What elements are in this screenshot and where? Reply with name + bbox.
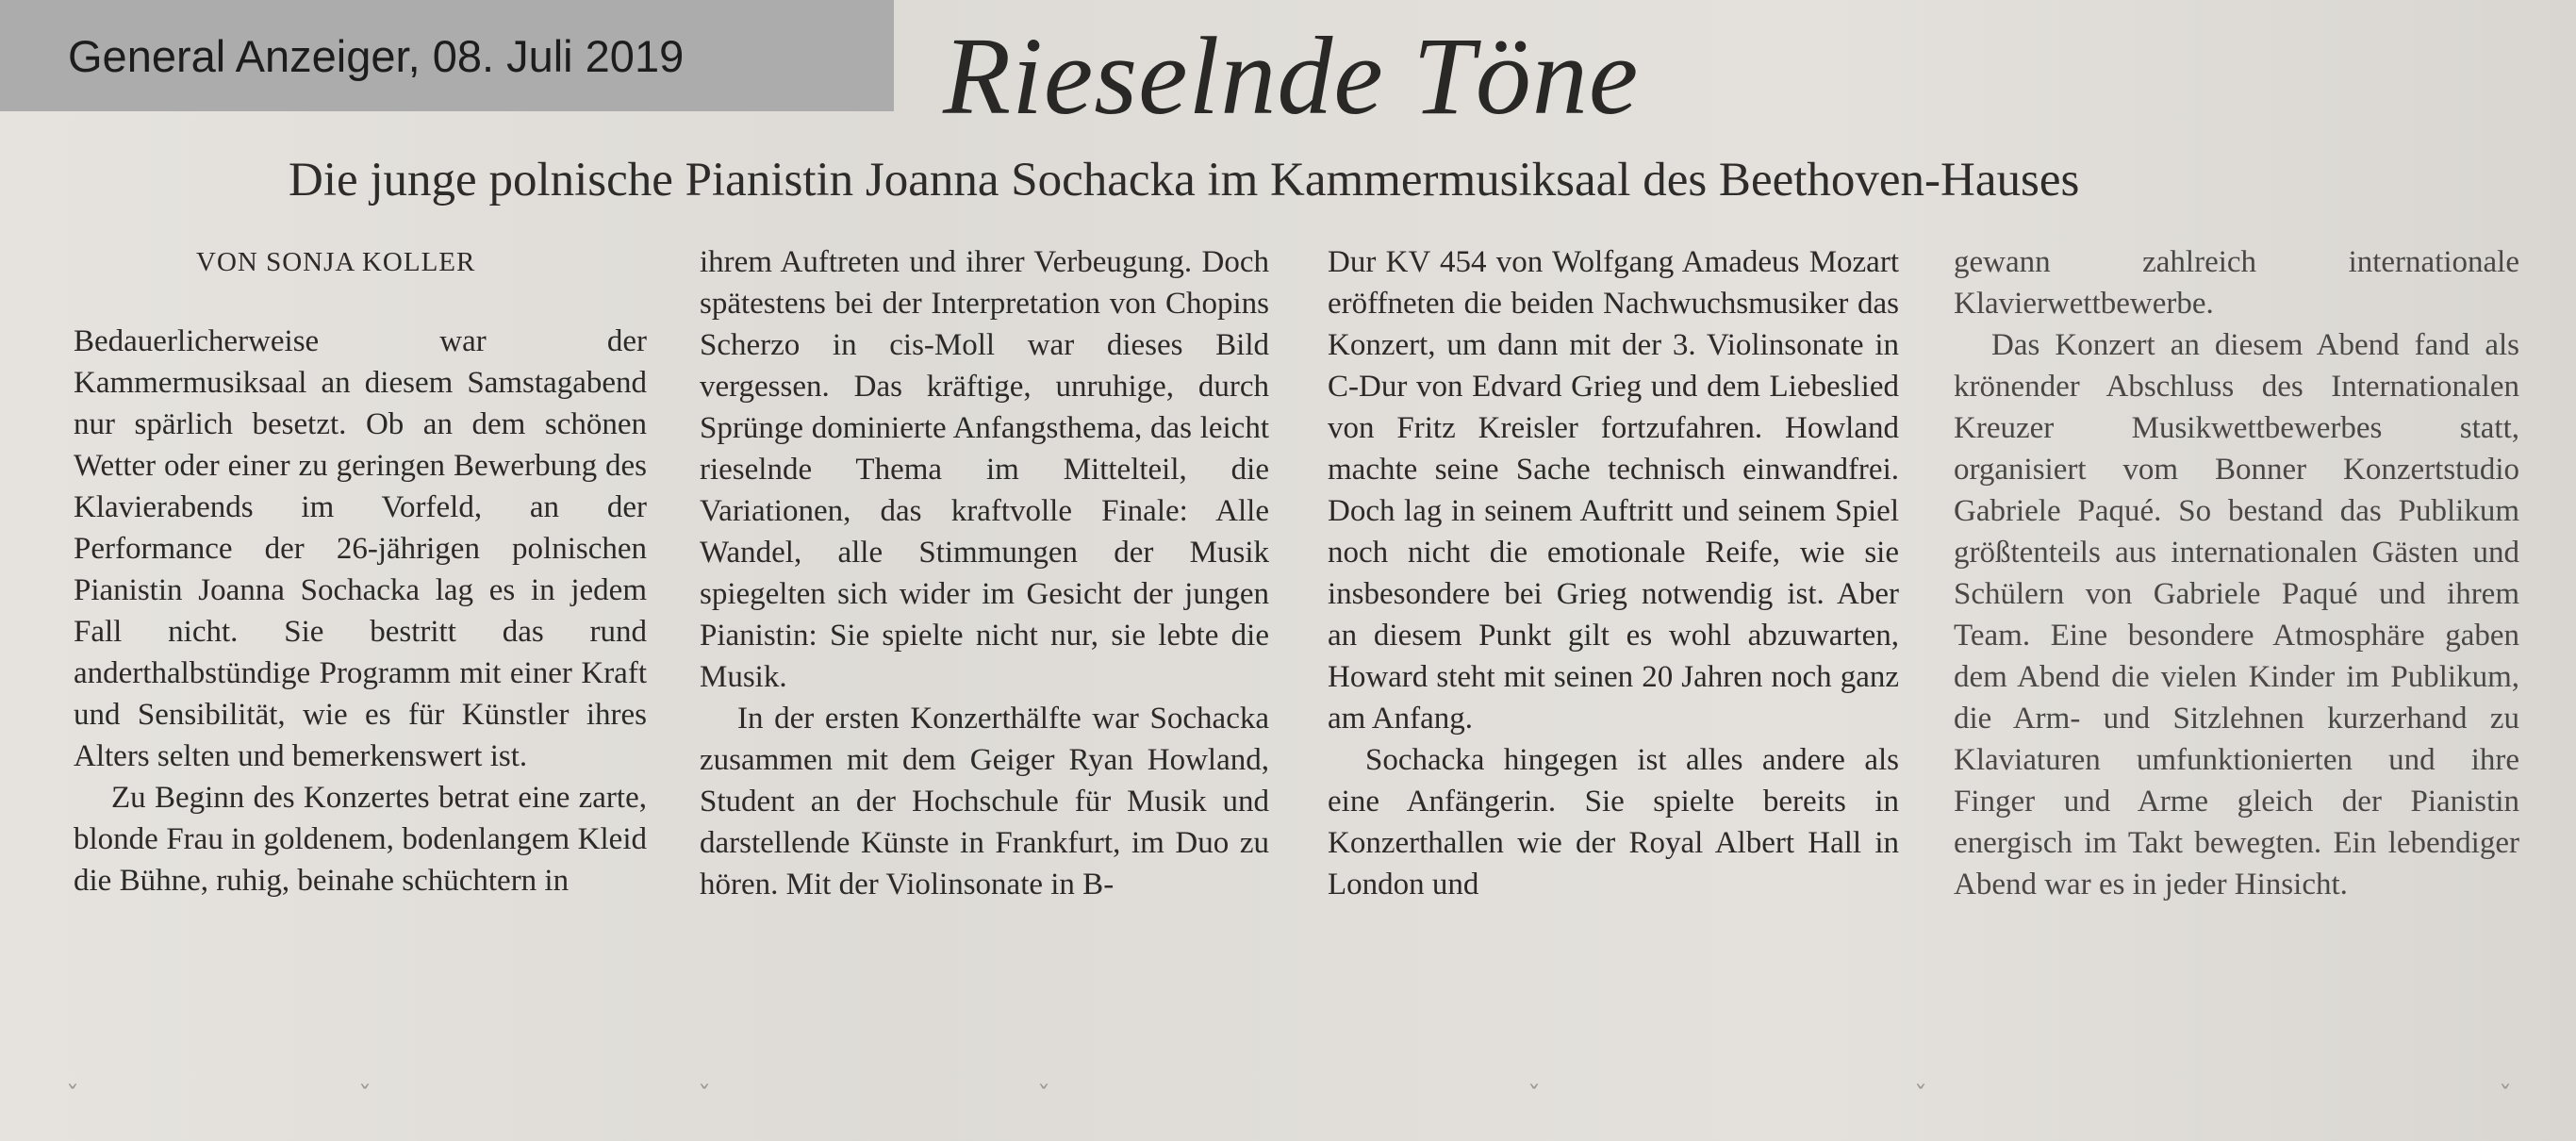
fold-mark-icon: ˇ [2499, 1081, 2512, 1112]
article-column-1 [74, 241, 647, 1071]
paragraph: ihrem Auftreten und ihrer Verbeugung. Doch spätestens bei der Interpretation von Chopins Scherzo in cis-Moll war dieses Bild vergessen. Das kräftige, unruhige, durch Sprünge dominierte Anfangsthema, das leicht rieselnde Thema im Mittelteil, die Variationen, das kraftvolle Finale: Alle Wandel, alle Stimmungen der Musik spiegelten sich wider im Gesicht der jungen Pianistin: Sie spielte nicht nur, sie lebte die Musik. [700, 245, 1269, 694]
article-column-2 [700, 241, 1269, 1071]
paragraph: In der ersten Konzerthälfte war Sochacka zusammen mit dem Geiger Ryan Howland, Student an der Hochschule für Musik und darstellende Künste in Frankfurt, im Duo zu hören. Mit der Violinsonate in B- [700, 702, 1269, 901]
paragraph: Zu Beginn des Konzertes betrat eine zarte, blonde Frau in goldenem, bodenlangem Kleid die Bühne, ruhig, beinahe schüchtern in [74, 781, 647, 898]
source-label [0, 0, 894, 111]
subheadline: Die junge polnische Pianistin Joanna Sochacka im Kammermusiksaal des Beethoven-Hauses [289, 154, 2080, 207]
fold-mark-icon: ˇ [358, 1081, 372, 1112]
source-text: General Anzeiger, 08. Juli 2019 [68, 30, 685, 81]
fold-mark-icon: ˇ [1037, 1081, 1050, 1112]
paragraph: gewann zahlreich internationale Klavierwettbewerbe. [1954, 245, 2519, 321]
paragraph: Dur KV 454 von Wolfgang Amadeus Mozart eröffneten die beiden Nachwuchsmusiker das Konzert, um dann mit der 3. Violinsonate in C-Dur von Edvard Grieg und dem Liebeslied von Fritz Kreisler fortzufahren. Howland machte seine Sache technisch einwandfrei. Doch lag in seinem Auftritt und seinem Spiel noch nicht die emotionale Reife, wie sie insbesondere bei Grieg notwendig ist. Aber an diesem Punkt gilt es wohl abzuwarten, Howard steht mit seinen 20 Jahren noch ganz am Anfang. [1328, 245, 1899, 736]
fold-mark-icon: ˇ [1914, 1081, 1927, 1112]
byline: VON SONJA KOLLER [196, 247, 476, 277]
headline: Rieselnde Töne [943, 14, 1640, 138]
fold-mark-icon: ˇ [66, 1081, 79, 1112]
paragraph: Bedauerlicherweise war der Kammermusiksaal an diesem Samstagabend nur spärlich besetzt. Ob an dem schönen Wetter oder einer zu geringen Bewerbung des Klavierabends im Vorfeld, an der Performance der 26-jährigen polnischen Pianistin Joanna Sochacka lag es in jedem Fall nicht. Sie bestritt das rund anderthalbstündige Programm mit einer Kraft und Sensibilität, wie es für Künstler ihres Alters selten und bemerkenswert ist. [74, 324, 647, 773]
article-column-4 [1954, 241, 2519, 1071]
page-fold-marks [0, 1081, 2576, 1118]
paragraph: Sochacka hingegen ist alles andere als eine Anfängerin. Sie spielte bereits in Konzerthallen wie der Royal Albert Hall in London und [1328, 743, 1899, 901]
article-column-3 [1328, 241, 1899, 1071]
paragraph: Das Konzert an diesem Abend fand als krönender Abschluss des Internationalen Kreuzer Musikwettbewerbes statt, organisiert vom Bonner Konzertstudio Gabriele Paqué. So bestand das Publikum größtenteils aus internationalen Gästen und Schülern von Gabriele Paqué und ihrem Team. Eine besondere Atmosphäre gaben dem Abend die vielen Kinder im Publikum, die Arm- und Sitzlehnen kurzerhand zu Klaviaturen umfunktionierten und ihre Finger und Arme gleich der Pianistin energisch im Takt bewegten. Ein lebendiger Abend war es in jeder Hinsicht. [1954, 328, 2519, 901]
fold-mark-icon: ˇ [1527, 1081, 1541, 1112]
fold-mark-icon: ˇ [698, 1081, 711, 1112]
